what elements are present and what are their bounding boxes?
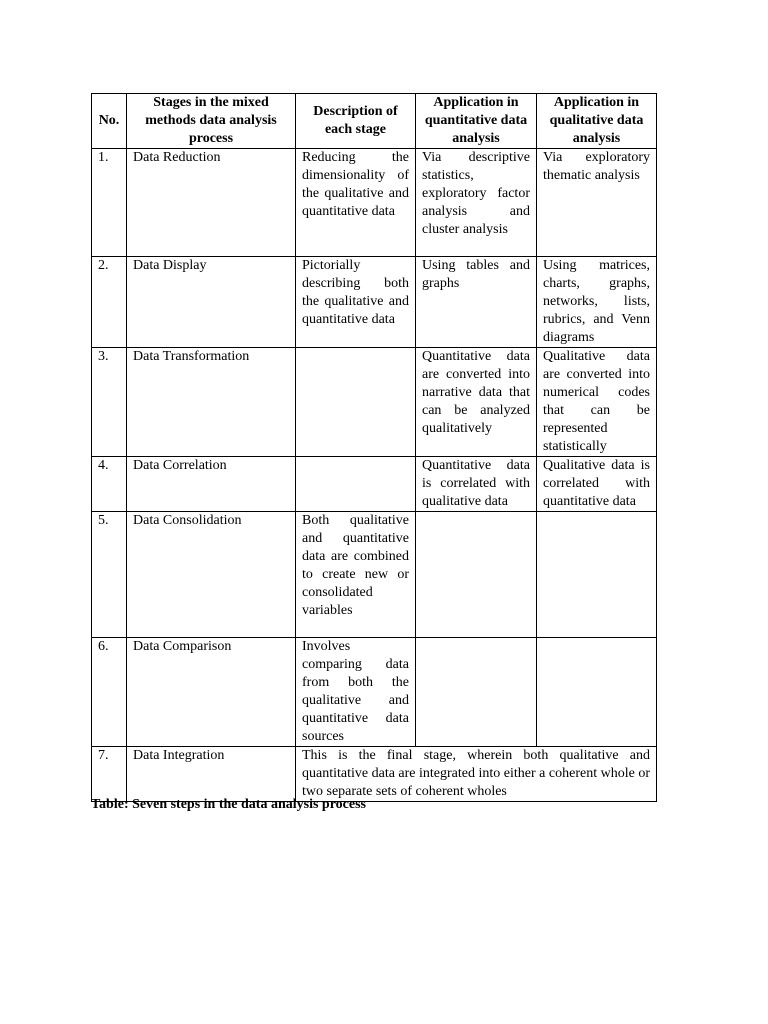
quantitative-cell: [416, 638, 537, 747]
qualitative-cell: Via exploratory thematic analysis: [537, 149, 657, 257]
row-number: 4.: [92, 457, 127, 512]
stage-cell: Data Reduction: [127, 149, 296, 257]
qualitative-cell: Qualitative data is correlated with quantitative data: [537, 457, 657, 512]
header-no: No.: [92, 94, 127, 149]
stage-cell: Data Display: [127, 257, 296, 348]
quantitative-cell: [416, 512, 537, 638]
description-cell: [296, 348, 416, 457]
qualitative-cell: Using matrices, charts, graphs, networks, lists, rubrics, and Venn diagrams: [537, 257, 657, 348]
row-number: 5.: [92, 512, 127, 638]
description-cell: Pictorially describing both the qualitative and quantitative data: [296, 257, 416, 348]
stage-cell: Data Transformation: [127, 348, 296, 457]
quantitative-cell: Quantitative data is correlated with qualitative data: [416, 457, 537, 512]
row-number: 2.: [92, 257, 127, 348]
row-number: 6.: [92, 638, 127, 747]
table-row: [92, 257, 657, 348]
stage-cell: Data Correlation: [127, 457, 296, 512]
header-quantitative: Application in quantitative data analysis: [416, 94, 537, 149]
row-number: 7.: [92, 747, 127, 802]
description-cell: Both qualitative and quantitative data are combined to create new or consolidated variables: [296, 512, 416, 638]
qualitative-cell: [537, 638, 657, 747]
table-row: [92, 638, 657, 747]
quantitative-cell: Using tables and graphs: [416, 257, 537, 348]
quantitative-cell: Quantitative data are converted into narrative data that can be analyzed qualitatively: [416, 348, 537, 457]
header-qualitative: Application in qualitative data analysis: [537, 94, 657, 149]
table-row: [92, 512, 657, 638]
table-caption: Table: Seven steps in the data analysis process: [91, 797, 366, 812]
qualitative-cell: Qualitative data are converted into numerical codes that can be represented statistically: [537, 348, 657, 457]
merged-description-cell: This is the final stage, wherein both qualitative and quantitative data are integrated into either a coherent whole or two separate sets of coherent wholes: [296, 747, 657, 802]
table-row: [92, 747, 657, 802]
stage-cell: Data Consolidation: [127, 512, 296, 638]
row-number: 3.: [92, 348, 127, 457]
data-analysis-steps-table: [91, 93, 657, 802]
description-cell: Involves comparing data from both the qualitative and quantitative data sources: [296, 638, 416, 747]
description-cell: Reducing the dimensionality of the qualitative and quantitative data: [296, 149, 416, 257]
table-row: [92, 149, 657, 257]
header-description: Description of each stage: [296, 94, 416, 149]
quantitative-cell: Via descriptive statistics, exploratory factor analysis and cluster analysis: [416, 149, 537, 257]
qualitative-cell: [537, 512, 657, 638]
description-cell: [296, 457, 416, 512]
header-stages: Stages in the mixed methods data analysis process: [127, 94, 296, 149]
table-row: [92, 348, 657, 457]
table-row: [92, 457, 657, 512]
stage-cell: Data Comparison: [127, 638, 296, 747]
table-header-row: [92, 94, 657, 149]
row-number: 1.: [92, 149, 127, 257]
stage-cell: Data Integration: [127, 747, 296, 802]
